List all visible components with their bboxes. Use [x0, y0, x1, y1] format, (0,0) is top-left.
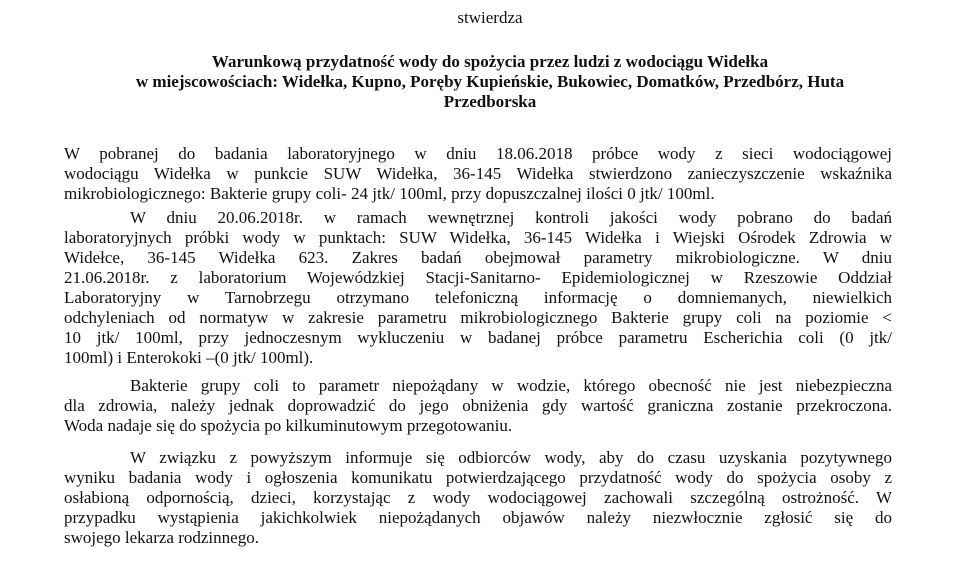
paragraph-1-line: wodociągu Widełka w punkcie SUW Widełka, 36-145 Widełka stwierdzono zanieczyszczenie wskaźnika [64, 164, 892, 183]
paragraph-2-line: W dniu 20.06.2018r. w ramach wewnętrznej kontroli jakości wody pobrano do badań [130, 208, 892, 227]
paragraph-4-line: wyniku badania wody i ogłoszenia komunikatu potwierdzającego przydatność wody do spożycia osoby z [64, 468, 892, 487]
paragraph-4-line: przypadku wystąpienia jakichkolwiek niepożądanych objawów należy niezwłocznie zgłosić się do [64, 508, 892, 527]
paragraph-1-line: mikrobiologicznego: Bakterie grupy coli- 24 jtk/ 100ml, przy dopuszczalnej ilości 0 jtk/ 100ml. [64, 184, 715, 203]
paragraph-2-line: 21.06.2018r. z laboratorium Wojewódzkiej Stacji-Sanitarno- Epidemiologicznej w Rzeszowie Oddział [64, 268, 892, 287]
paragraph-2-line: Widełce, 36-145 Widełka 623. Zakres badań obejmował parametry mikrobiologiczne. W dniu [64, 248, 892, 267]
title-line-3: Przedborska [443, 92, 537, 111]
paragraph-4-line: osłabioną odpornością, dzieci, korzystając z wody wodociągowej zachowali szczególną ostrożność. W [64, 488, 892, 507]
paragraph-4-line: W związku z powyższym informuje się odbiorców wody, aby do czasu uzyskania pozytywnego [130, 448, 892, 467]
paragraph-3-line: dla zdrowia, należy jednak doprowadzić do jego obniżenia gdy wartość graniczna zostanie przekroczona. [64, 396, 892, 415]
paragraph-2-line: 10 jtk/ 100ml, przy jednoczesnym wykluczeniu w badanej próbce parametru Escherichia coli (0 jtk/ [64, 328, 892, 347]
paragraph-4-line: swojego lekarza rodzinnego. [64, 528, 259, 547]
paragraph-2-line: 100ml) i Enterokoki –(0 jtk/ 100ml). [64, 348, 314, 367]
paragraph-2-line: laboratoryjnych próbki wody w punktach: SUW Widełka, 36-145 Widełka i Wiejski Ośrodek Zdrowia w [64, 228, 892, 247]
paragraph-3-line: Woda nadaje się do spożycia po kilkuminutowym przegotowaniu. [64, 416, 513, 435]
title-line-2: w miejscowościach: Widełka, Kupno, Poręby Kupieńskie, Bukowiec, Domatków, Przedbórz, Huta [135, 72, 845, 91]
paragraph-2-line: odchyleniach od normatyw w zakresie parametru mikrobiologicznego Bakterie grupy coli na poziomie < [64, 308, 892, 327]
title-line-1: Warunkową przydatność wody do spożycia przez ludzi z wodociągu Widełka [211, 52, 769, 71]
header-word: stwierdza [457, 8, 523, 27]
paragraph-3-line: Bakterie grupy coli to parametr niepożądany w wodzie, którego obecność nie jest niebezpieczna [130, 376, 892, 395]
paragraph-1-line: W pobranej do badania laboratoryjnego w dniu 18.06.2018 próbce wody z sieci wodociągowej [64, 144, 892, 163]
paragraph-2-line: Laboratoryjny w Tarnobrzegu otrzymano telefoniczną informację o domniemanych, niewielkich [64, 288, 892, 307]
